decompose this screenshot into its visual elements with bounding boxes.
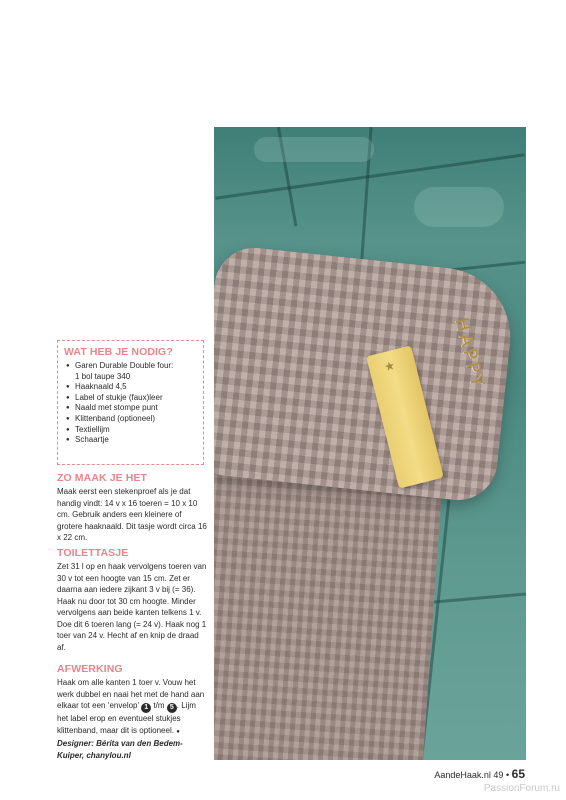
- materials-list: [66, 361, 173, 446]
- materials-box: [57, 340, 204, 465]
- step-number-badge: 5: [167, 703, 177, 713]
- section-heading: AFWERKING: [57, 663, 123, 675]
- section-toilettasje: [57, 547, 207, 653]
- list-item: ● Label of stukje (faux)leer: [66, 393, 173, 404]
- list-item: ● Klittenband (optioneel): [66, 414, 173, 425]
- section-text: Zet 31 l op en haak vervolgens toeren van 30 v tot een hoogte van 15 cm. Zet er daarna aan iedere zijkant 3 v bij (= 36). Haak nu door tot 30 cm hoogte. Minder vervolgens aan beide kanten telkens 1 v. Doe dit 6 toeren lang (= 24 v). Haak nog 1 toer van 24 v. Hecht af en knip de draad af.: [57, 562, 207, 652]
- watermark: PassionForum.ru: [483, 783, 560, 794]
- step-number-badge: 1: [141, 703, 151, 713]
- list-item: ● Naald met stompe punt: [66, 403, 173, 414]
- section-afwerking: [57, 663, 207, 761]
- list-item: ● Haaknaald 4,5: [66, 382, 173, 393]
- section-heading: TOILETTASJE: [57, 547, 129, 559]
- magazine-name: AandeHaak.nl 49: [434, 770, 504, 780]
- tile-highlight: [414, 187, 504, 227]
- label-text: HAPPY: [450, 315, 489, 392]
- end-bullet: ●: [176, 728, 180, 735]
- afwerking-text-b: . Lijm het label erop en eventueel stukjes klittenband, maar dit is optioneel.: [57, 701, 196, 735]
- section-heading: ZO MAAK JE HET: [57, 472, 148, 484]
- afwerking-text-a: Haak om alle kanten 1 toer v. Vouw het werk dubbel en naai het met de hand aan elkaar tot een ‘envelop’: [57, 678, 205, 710]
- star-icon: ★: [382, 358, 397, 375]
- list-item: ● Garen Durable Double four:: [66, 361, 173, 372]
- designer-credit: Designer: Bérita van den Bedem-Kuiper, chanylou.nl: [57, 739, 183, 760]
- product-photo: [214, 127, 526, 760]
- page-number: 65: [511, 767, 525, 781]
- section-text: [57, 677, 207, 738]
- page-footer: [434, 767, 525, 781]
- materials-heading: WAT HEB JE NODIG?: [64, 346, 173, 358]
- section-instructions: [57, 472, 207, 544]
- tile-highlight: [254, 137, 374, 162]
- list-item: ● Textiellijm: [66, 425, 173, 436]
- list-item: 1 bol taupe 340: [75, 371, 131, 381]
- afwerking-tm: t/m: [153, 701, 165, 710]
- list-item: ● Schaartje: [66, 435, 173, 446]
- footer-bullet: •: [505, 770, 510, 780]
- section-text: Maak eerst een stekenproef als je dat handig vindt: 14 v x 16 toeren = 10 x 10 cm. Gebruik anders een kleinere of grotere haaknaald. Dit tasje wordt circa 16 x 22 cm.: [57, 487, 207, 542]
